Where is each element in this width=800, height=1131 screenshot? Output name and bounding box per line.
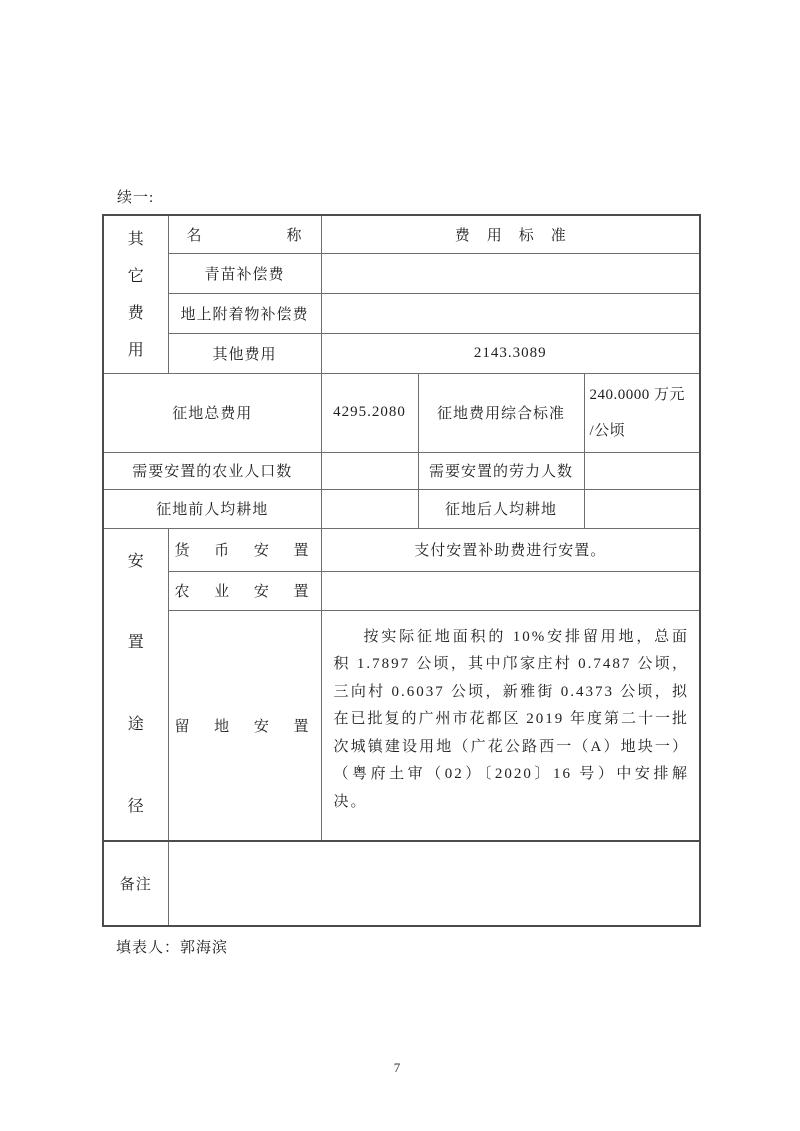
reserved-land-resettlement-label: 留地安置 xyxy=(168,610,321,841)
total-cost-label: 征地总费用 xyxy=(103,373,321,452)
fee-standard-column-header: 费用标准 xyxy=(321,215,700,253)
form-filler-line: 填表人：郭海滨 xyxy=(116,940,229,956)
remarks-label: 备注 xyxy=(103,841,168,926)
agri-population-value xyxy=(321,452,418,489)
remarks-content xyxy=(168,841,700,926)
land-expropriation-table xyxy=(102,214,701,927)
farmland-before-value xyxy=(321,489,418,528)
agricultural-resettlement-content xyxy=(321,571,700,610)
young-crop-fee-value xyxy=(321,253,700,293)
agri-population-label: 需要安置的农业人口数 xyxy=(103,452,321,489)
composite-standard-value xyxy=(584,373,700,452)
resettlement-vertical-text: 安 置 途 径 xyxy=(127,552,144,815)
reserved-land-paragraph: 按实际征地面积的 10%安排留用地，总面积 1.7897 公顷，其中邝家庄村 0.7487 公顷，三向村 0.6037 公顷，新雅街 0.4373 公顷，拟在已批复的广州市花都区 2019 年度第二十一批次城镇建设用地（广花公路西一（A）地块一）（粤府土审（02）〔2020〕16 号）中安排解决。 xyxy=(333,628,690,810)
young-crop-fee-label: 青苗补偿费 xyxy=(168,253,321,293)
resettlement-row-header xyxy=(103,528,168,841)
monetary-resettlement-content: 支付安置补助费进行安置。 xyxy=(321,528,700,571)
name-column-header: 名称 xyxy=(168,215,321,253)
composite-value-line2: /公顷 xyxy=(589,422,626,439)
other-fees-row-header xyxy=(103,215,168,373)
misc-fee-value: 2143.3089 xyxy=(321,333,700,373)
agricultural-resettlement-label: 农业安置 xyxy=(168,571,321,610)
continuation-label: 续一: xyxy=(117,190,155,206)
ground-attachment-fee-label: 地上附着物补偿费 xyxy=(168,293,321,333)
misc-fee-label: 其他费用 xyxy=(168,333,321,373)
farmland-before-label: 征地前人均耕地 xyxy=(103,489,321,528)
labor-count-value xyxy=(584,452,700,489)
farmland-after-label: 征地后人均耕地 xyxy=(418,489,584,528)
reserved-land-resettlement-content xyxy=(321,610,700,841)
ground-attachment-fee-value xyxy=(321,293,700,333)
labor-count-label: 需要安置的劳力人数 xyxy=(418,452,584,489)
farmland-after-value xyxy=(584,489,700,528)
other-fees-vertical-text: 其 它 费 用 xyxy=(127,231,144,360)
page-number: 7 xyxy=(393,1060,401,1075)
composite-value-line1: 240.0000 万元 xyxy=(589,386,686,403)
total-cost-value: 4295.2080 xyxy=(321,373,418,452)
monetary-resettlement-label: 货币安置 xyxy=(168,528,321,571)
composite-standard-label: 征地费用综合标准 xyxy=(418,373,584,452)
